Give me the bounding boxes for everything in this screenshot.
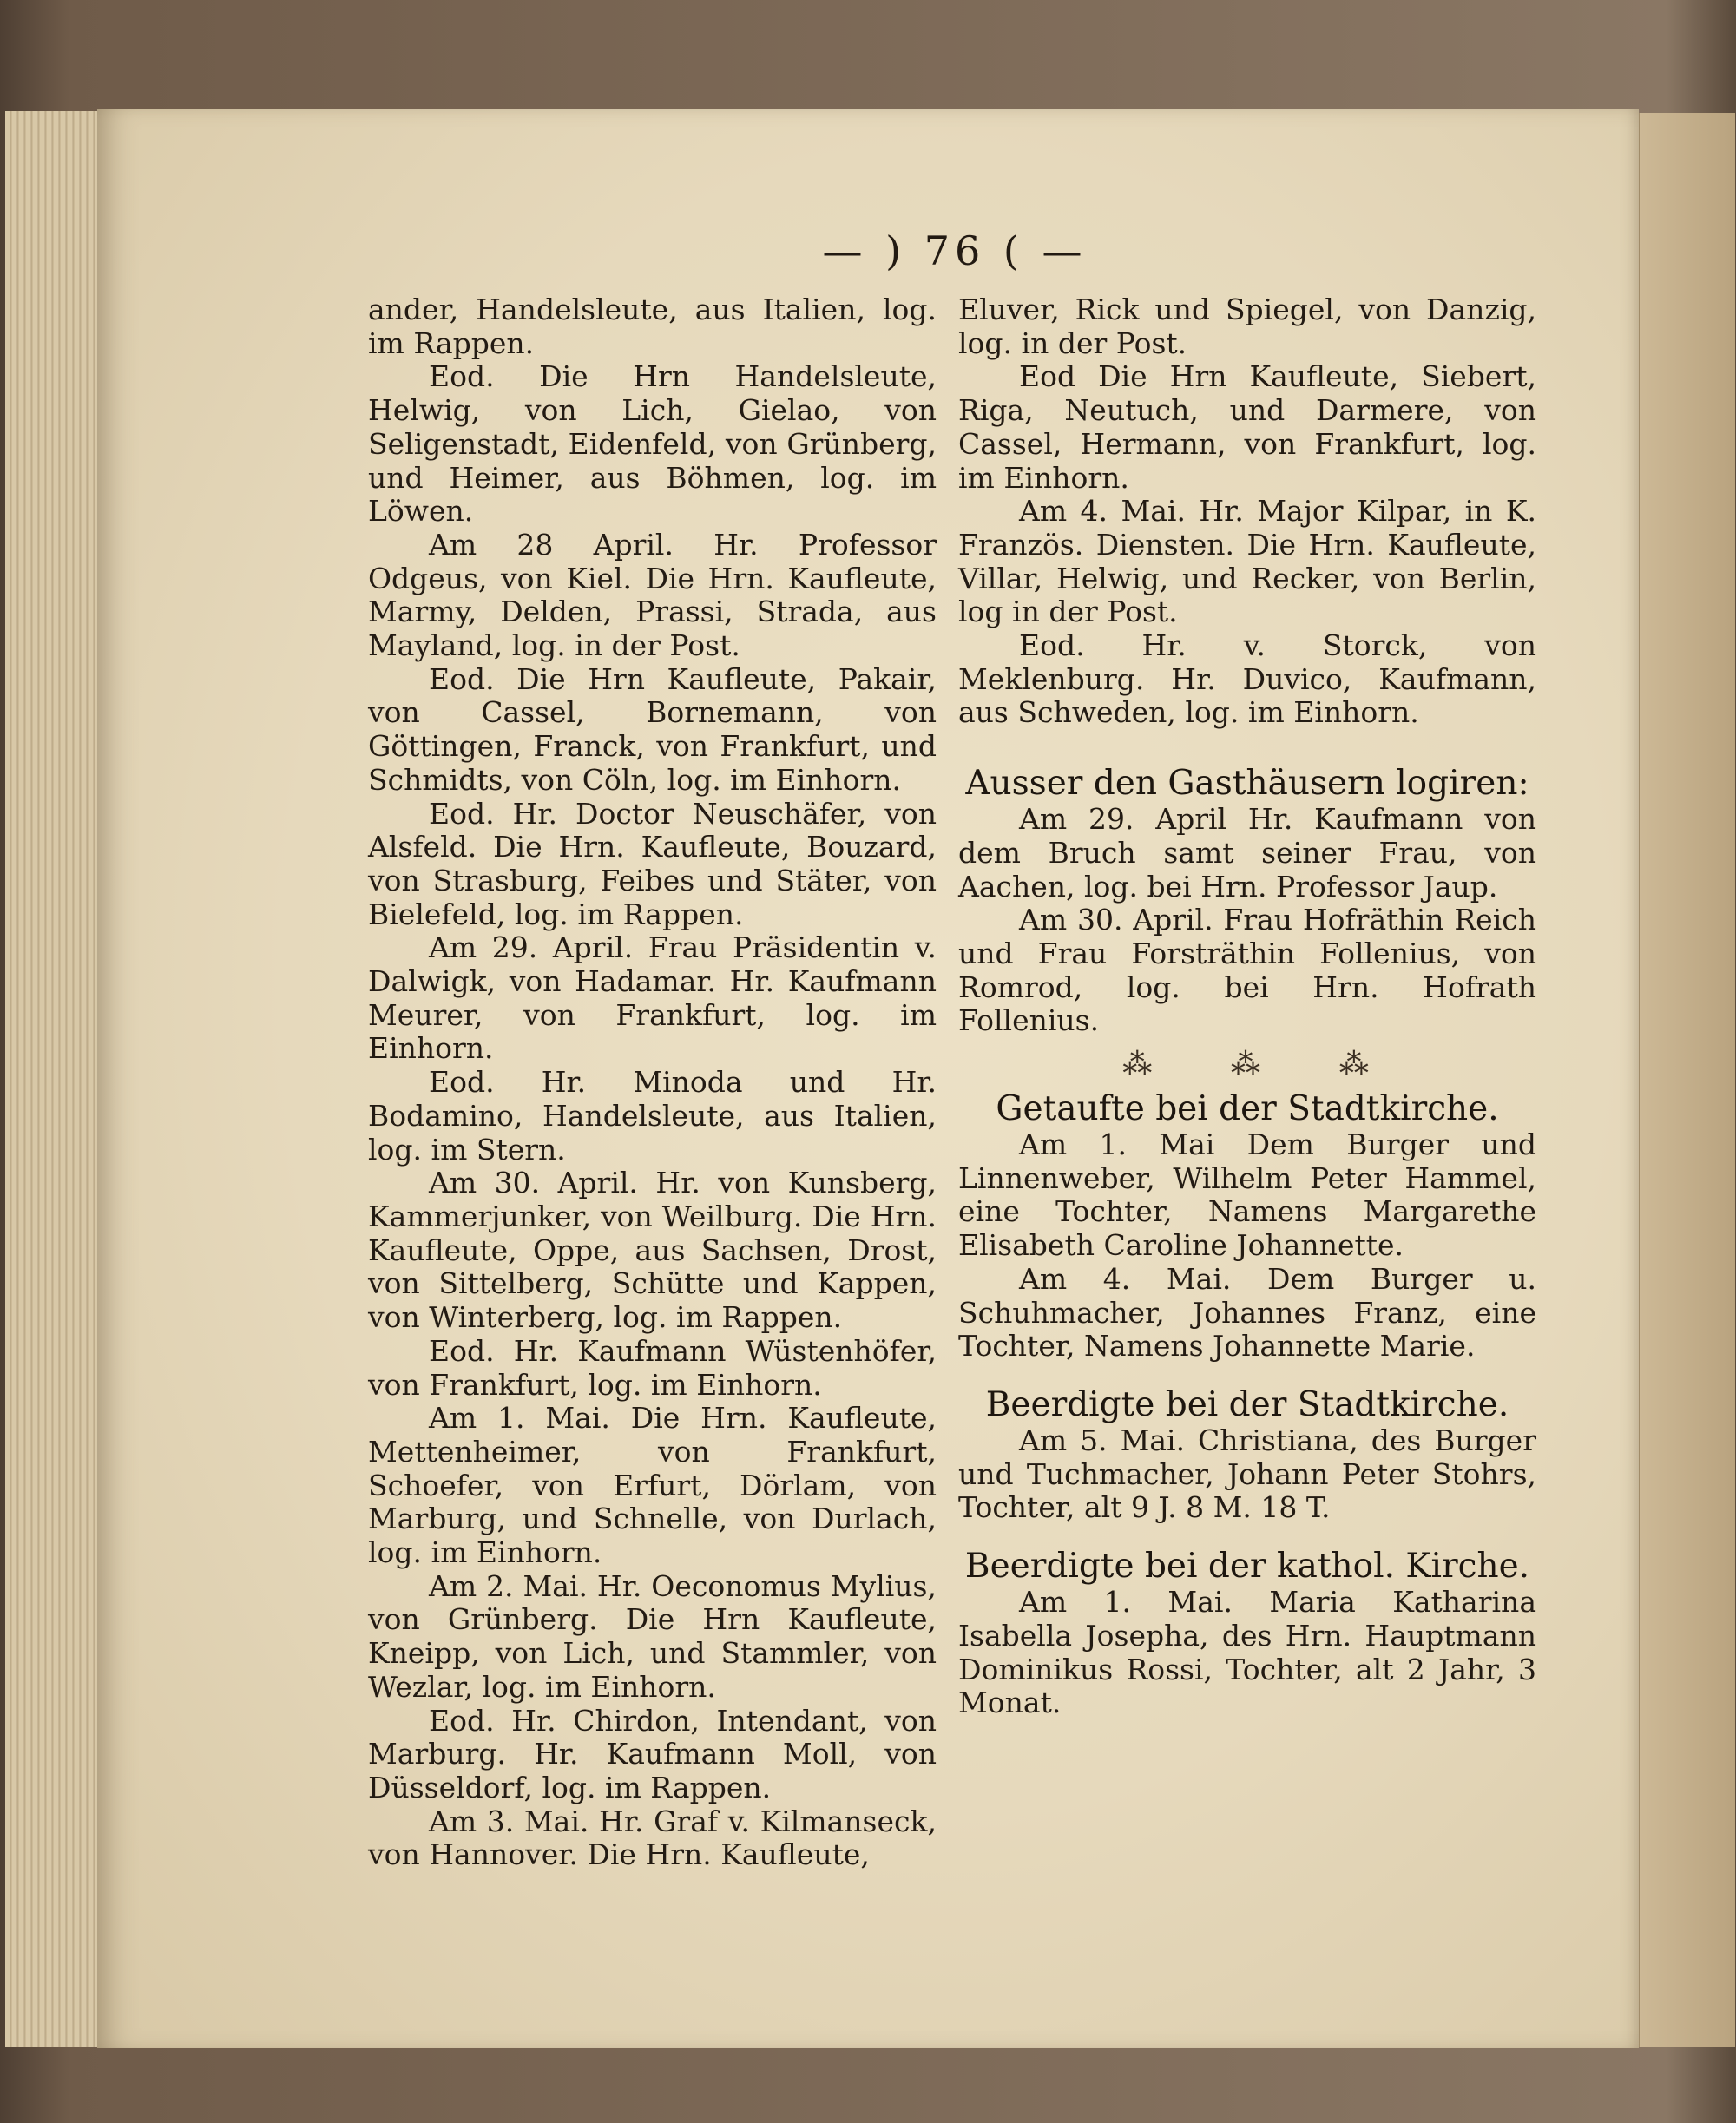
- private-lodging-heading: Ausser den Gasthäusern logiren:: [965, 764, 1529, 804]
- left-entry-7: Am 30. April. Hr. von Kunsberg, Kammerjunker, von Weilburg. Die Hrn. Kaufleute, Oppe, aus Sachsen, Drost, von Sittelberg, Schütte und Kappen, von Winterberg, log. im Rappen.: [368, 1166, 937, 1335]
- left-entry-9: Am 1. Mai. Die Hrn. Kaufleute, Mettenheimer, von Frankfurt, Schoefer, von Erfurt, Dörlam, von Marburg, und Schnelle, von Durlach, log. im Einhorn.: [368, 1401, 937, 1570]
- right-entry-1: Eod Die Hrn Kaufleute, Siebert, Riga, Neutuch, und Darmere, von Cassel, Hermann, von Frankfurt, log. im Einhorn.: [958, 359, 1536, 495]
- right-page-edge: [1639, 113, 1735, 2047]
- ornament-icon: ⁂: [1338, 1047, 1372, 1082]
- ornament-icon: ⁂: [1231, 1047, 1264, 1082]
- left-page-stack: [5, 111, 102, 2047]
- right-entry-0: Eluver, Rick und Spiegel, von Danzig, log. in der Post.: [958, 292, 1536, 360]
- left-entry-5: Am 29. April. Frau Präsidentin v. Dalwigk, von Hadamar. Hr. Kaufmann Meurer, von Frankfurt, log. im Einhorn.: [368, 930, 937, 1066]
- baptized-entry-1: Am 4. Mai. Dem Burger u. Schuhmacher, Johannes Franz, eine Tochter, Namens Johannette Marie.: [958, 1261, 1536, 1364]
- right-column: [958, 293, 1536, 1720]
- left-entry-3: Eod. Die Hrn Kaufleute, Pakair, von Cassel, Bornemann, von Göttingen, Franck, von Frankfurt, und Schmidts, von Cöln, log. im Einhorn.: [368, 661, 937, 797]
- left-entry-1: Eod. Die Hrn Handelsleute, Helwig, von Lich, Gielao, von Seligenstadt, Eidenfeld, von Grünberg, und Heimer, aus Böhmen, log. im Löwen.: [368, 359, 937, 529]
- page-number-header: — ) 76 ( —: [822, 227, 1088, 274]
- spacer: [958, 1525, 1536, 1548]
- section-ornament: [958, 1038, 1536, 1090]
- baptized-entry-0: Am 1. Mai Dem Burger und Linnenweber, Wilhelm Peter Hammel, eine Tochter, Namens Margarethe Elisabeth Caroline Johannette.: [958, 1127, 1536, 1263]
- private-entry-0: Am 29. April Hr. Kaufmann von dem Bruch samt seiner Frau, von Aachen, log. bei Hrn. Professor Jaup.: [958, 802, 1536, 904]
- buried-catholic-entry-0: Am 1. Mai. Maria Katharina Isabella Josepha, des Hrn. Hauptmann Dominikus Rossi, Tochter, alt 2 Jahr, 3 Monat.: [958, 1585, 1536, 1720]
- buried-catholic-heading: Beerdigte bei der kathol. Kirche.: [964, 1547, 1530, 1587]
- ornament-icon: ⁂: [1122, 1047, 1156, 1082]
- right-entry-3: Eod. Hr. v. Storck, von Meklenburg. Hr. Duvico, Kaufmann, aus Schweden, log. im Einhorn.: [958, 628, 1536, 730]
- left-entry-8: Eod. Hr. Kaufmann Wüstenhöfer, von Frankfurt, log. im Einhorn.: [368, 1333, 937, 1402]
- left-entry-6: Eod. Hr. Minoda und Hr. Bodamino, Handelsleute, aus Italien, log. im Stern.: [368, 1065, 937, 1167]
- left-entry-11: Eod. Hr. Chirdon, Intendant, von Marburg. Hr. Kaufmann Moll, von Düsseldorf, log. im Rappen.: [368, 1703, 937, 1804]
- right-entry-2: Am 4. Mai. Hr. Major Kilpar, in K. Französ. Diensten. Die Hrn. Kaufleute, Villar, Helwig, und Recker, von Berlin, log in der Post.: [958, 494, 1536, 629]
- baptized-heading: Getaufte bei der Stadtkirche.: [996, 1089, 1499, 1129]
- left-entry-4: Eod. Hr. Doctor Neuschäfer, von Alsfeld. Die Hrn. Kaufleute, Bouzard, von Strasburg, Feibes und Stäter, von Bielefeld, log. im Rappen.: [368, 796, 937, 931]
- buried-city-entry-0: Am 5. Mai. Christiana, des Burger und Tuchmacher, Johann Peter Stohrs, Tochter, alt 9 J. 8 M. 18 T.: [958, 1423, 1536, 1525]
- left-entry-10: Am 2. Mai. Hr. Oeconomus Mylius, von Grünberg. Die Hrn Kaufleute, Kneipp, von Lich, und Stammler, von Wezlar, log. im Einhorn.: [368, 1568, 937, 1704]
- buried-city-heading: Beerdigte bei der Stadtkirche.: [985, 1384, 1509, 1424]
- private-entry-1: Am 30. April. Frau Hofräthin Reich und Frau Forsträthin Follenius, von Romrod, log. bei Hrn. Hofrath Follenius.: [958, 903, 1536, 1038]
- left-column: [368, 293, 937, 1872]
- spacer: [958, 730, 1536, 765]
- left-entry-12: Am 3. Mai. Hr. Graf v. Kilmanseck, von Hannover. Die Hrn. Kaufleute,: [368, 1804, 937, 1872]
- spacer: [958, 1364, 1536, 1386]
- left-entry-2: Am 28 April. Hr. Professor Odgeus, von Kiel. Die Hrn. Kaufleute, Marmy, Delden, Prassi, Strada, aus Mayland, log. in der Post.: [368, 527, 937, 663]
- left-entry-0: ander, Handelsleute, aus Italien, log. im Rappen.: [368, 292, 937, 360]
